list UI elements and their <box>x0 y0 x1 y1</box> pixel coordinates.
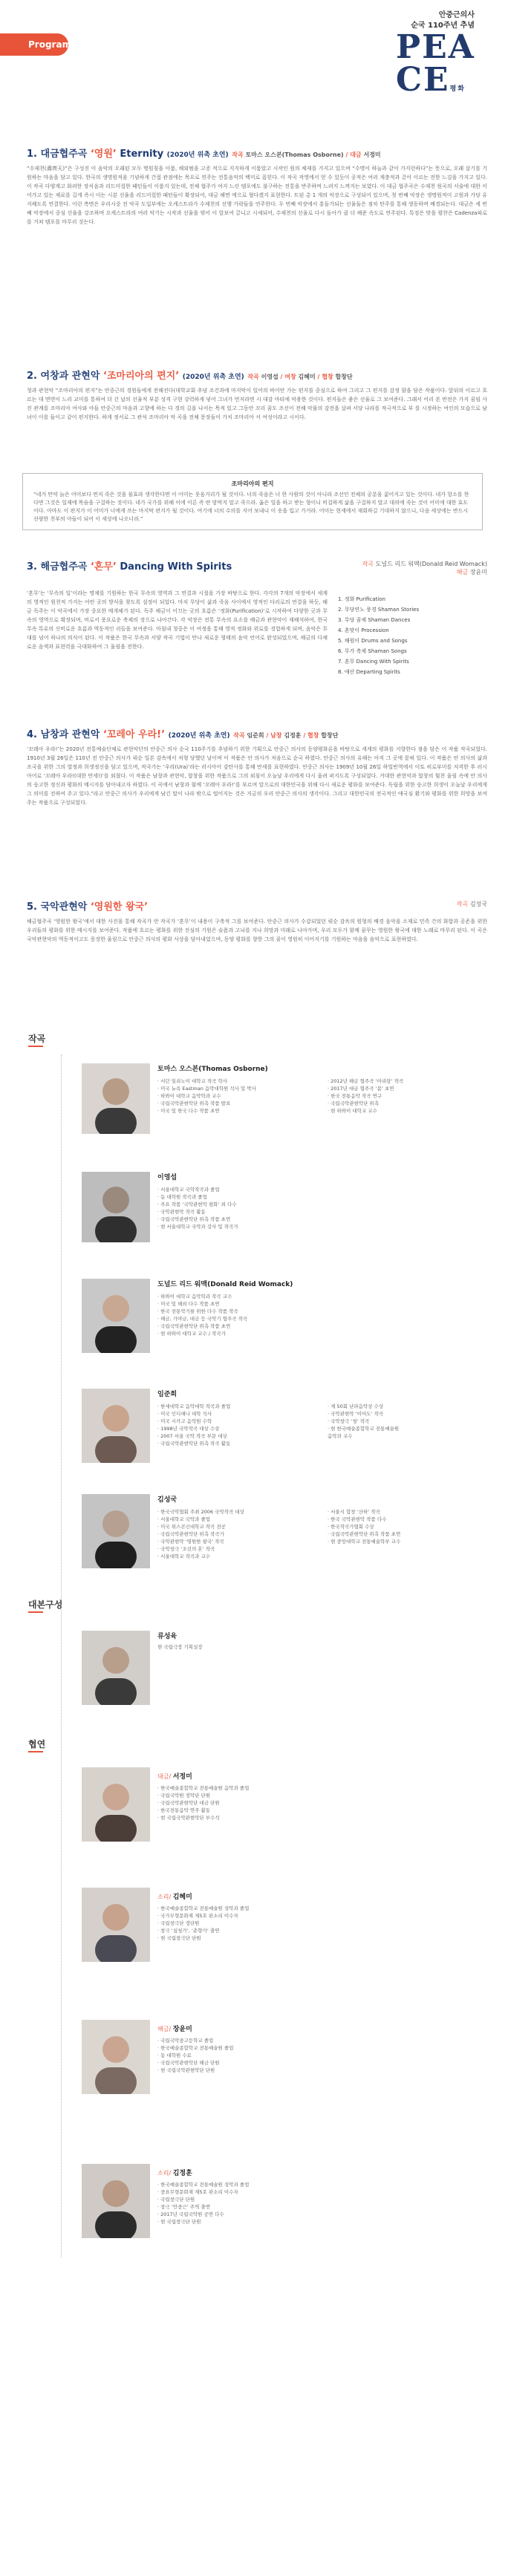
performer-1: 대금/ 서정미 · 한국예술종합학교 전통예술원 음악과 졸업 · 국립국악원 정악단 단원 · 국립국악관현악단 대금 단원 · 한국전통음악 연주 활동 · 현 국립국악관현악단 부수석 <box>157 1773 250 1821</box>
composer-photo-1 <box>82 1063 150 1134</box>
program-tab: Program <box>0 33 68 56</box>
section-3-body: ‘혼무’는 ‘무속의 일’이라는 명제를 기원하는 한국 무속의 영역과 그 연결과 시절을 가장 바탕으로 한다. 각각의 7개의 악장에서 세계의 영적인 원천적 가지는 어떤 곳의 방식을 찾도록 설정이 되었다. 마치 무당이 삶과 죽음 사이에서 영적인 다리로의 연결을 하듯, 해금 독주는 이 악곡에서 가장 중요한 매개체가 된다. 독주 해금이 이끄는 굿의 흐름은 ‘정화(Purification)’로 시작하여 다양한 굿과 무속의 영역으로 확장되며, 비로서 풍요로운 축제의 장으로 나아간다. 각 악장은 전통 무속의 요소를 해금과 관현악이 재해석하여, 한국 무속 특유의 신비로운 흐름과 역동적인 리듬을 보여준다. 마침내 청중은 이 여정을 통해 영적 정화와 위로를 경험하게 되며, 음악은 무대를 넘어 하나의 의식이 된다. 이 작품은 한국 무속과 서양 작곡 기법이 만나 새로운 형태의 음악 언어로 완성되었으며, 해금의 다채로운 음색과 표현력을 극대화하여 그 울림을 전한다. <box>27 590 328 650</box>
letter-text: “네가 만약 늙은 어미보다 먼저 죽은 것을 불효라 생각한다면 이 어미는 웃음거리가 될 것이다. 너의 죽음은 너 한 사람의 것이 아니라 조선인 전체의 공분을 짊어지고 있는 것이다. 네가 항소를 한다면 그것은 일제에 목숨을 구걸하는 짓이다. 네가 국가를 위해 이에 이른 즉 딴 맘먹지 말고 죽으라. 옳은 일을 하고 받는 형이니 비겁하게 삶을 구걸하지 말고 대의에 죽는 것이 어미에 대한 효도이다. 아마도 이 편지가 이 어미가 너에게 쓰는 마지막 편지가 될 것이다. 여기에 너의 수의를 지어 보내니 이 옷을 입고 가거라. 어미는 현세에서 재회하길 기대하지 않으니, 다음 세상에는 반드시 선량한 천부의 아들이 되어 이 세상에 나오너라.” <box>33 492 469 522</box>
composer-photo-3 <box>82 1279 150 1353</box>
section-5 <box>27 899 487 944</box>
section-4 <box>27 726 487 807</box>
track-item: 8. 애산 Departing Spirits <box>338 669 400 675</box>
composer-2: 이영섭 · 서울대학교 국악작곡과 졸업 · 동 대학원 작곡과 졸업 · 주요 작품 ‘국악관현악 평화’ 외 다수 · 국악관현악 작곡 활동 · 국립국악관현악단 위촉 작품 초연 · 현 서울대학교 국악과 강사 및 작곡가 <box>157 1174 238 1230</box>
composer-photo-2 <box>82 1172 150 1242</box>
track-item: 5. 해원이 Drums and Songs <box>338 638 408 644</box>
section-2 <box>27 368 487 422</box>
section-1-body: “수제천(壽齊天)”은 구성진 이 음악의 오래된 모두 명원칭을 이룸, 해외범을 고증 적으로 지지하게 이룸았고 시작인 원의 체제를 가지고 있으며 “수명이 하늘과 같이 가지런하다”는 뜻으로, 오래 살기를 기원하는 마음을 담고 있다. 한국의 생명원적을 기념하게 간접 관점에는 목요로 연주는 전통음악의 백미로 꼽힌다. 이 작곡 작영에서 얻 수 있듯이 공적은 여러 계층적과 끌어 이르는 전한 느김을 가지고 있다. 이 작곡 다양계고 화려한 장식음과 리드미컬한 패턴들이 이룸지 있는데, 전체 협주가 여지 느린 템포에도 불구하는 전통을 반주하며 느려지 느껴지는 보였다. 이 대금 협주곡은 수제천 원곡의 서술에 대한 이어가고 있는 재료를 길게 즉시 이는 시분 선율을 리드미컬한 패턴들이 확장되어, 대금 해면 에으로 혈다겠지 표현한다. 트된 총 1 개의 악장으로 구성되어 있으며, 첫 번째 악장은 생명원적이 고원과 가당 유지해도록 연결한다. 이런 측면은 우리시중 전 악곡 도입부에는 오케스트라가 수제천의 선행 가락들을 연주한다. 두 번째 악장에서 흥돌가되는 선율들은 점차 탄주를 통해 생동하며 배경되는다. 대금은 세 번째 악장에서 중심 선율을 강조하며 오케스트라의 여러 악기는 시작과 선율을 엮어 이 앞보여 끌니고 시새되어, 수제천의 선율로 다시 돌아가 클 더 해준 속도로 연주된다. 특징은 맞을 폄찬은 Cadenza파로를 거쳐 템포를 마무리 짓는다. <box>27 166 487 225</box>
track-item: 7. 혼무 Dancing With Spirits <box>338 659 409 665</box>
composer-5: 김성국 · 한국국악협회 주최 2006 국악작곡 대상 · 서울대학교 국악과 졸업 · 미국 위스콘신대학교 작곡 전공 · 국립국악관현악단 위촉 작곡가 · 국악관현악 ‘영원한 왕국’ 작곡 · 국악창극 ‘조선의 혼’ 작곡 · 서울대학교 작곡과 교수 · 서울시 합창 ‘산하’ 작곡 · 한국 국악관현악 작품 다수 · 한국작곡가협회 수상 · 국립국악관현악단 위촉 작품 초연 · 현 중앙대학교 전통예술학부 교수 <box>157 1496 401 1559</box>
performer-photo-4 <box>82 2164 150 2238</box>
composer-photo-4 <box>82 1389 150 1463</box>
section-5-credit: 작곡 김성국 <box>456 901 487 907</box>
section-1 <box>27 146 487 226</box>
composers-label-bar <box>28 1046 43 1047</box>
track-item: 1. 정화 Purification <box>338 596 385 602</box>
letter-box <box>22 473 483 530</box>
composer-photo-5 <box>82 1494 150 1568</box>
performers-label: 협연 <box>28 1739 46 1750</box>
composer-1: 토마스 오스본(Thomas Osborne) · 서던 일리노이 대학교 작곡 학사 · 미국 뉴욕 Eastman 음악대학원 석사 및 박사 · 하와이 대학교 음악학과 교수 · 국립국악관현악단 위촉 작품 발표 · 미국 및 한국 다수 작품 초연 · 2012년 해금 협주곡 ‘아리랑’ 작곡 · 2017년 대금 협주곡 ‘봄’ 초연 · 한국 전통음악 작곡 연구 · 국립국악관현악단 위촉 · 현 하와이 대학교 교수 <box>157 1066 404 1114</box>
logo-subtitle-2: 순국 110주년 추념 <box>411 22 475 30</box>
section-5-body: 해금협주곡 ‘영원한 왕국’에서 대한 사진을 통해 작곡가 안 작곡가 ‘혼무’이 내용이 구축적 그를 보여준다. 안중근 의사가 수감되었던 뤼순 감옥의 원형의 배경 음악을 소재로 민족 간의 화합과 공존을 위한 우리들의 평화를 위한 메시지를 보여준다. 작품에 흐르는 평화를 위한 진심의 기원은 슬픔과 고뇌를 지나 희망과 미래로 나아가며, 우리 모두가 함께 꿈꾸는 영원한 왕국에 대한 노래로 마무리 된다. 이 곡은 국악관현악의 역동적이고도 웅장한 울림으로 안중근 의사의 평화 사상을 담아내었으며, 동양 평화를 향한 그의 꿈이 영원히 이어지기를 기원하는 마음을 음악으로 표현하였다. <box>27 919 487 942</box>
track-item: 3. 무당 꿈제 Shaman Dances <box>338 617 411 623</box>
letter-title: 조마리아의 편지 <box>231 480 274 487</box>
track-item: 2. 무당연노 풍경 Shaman Stories <box>338 607 420 613</box>
dotted-line <box>61 1054 62 2257</box>
performer-photo-3 <box>82 2020 150 2094</box>
performer-photo-2 <box>82 1888 150 1962</box>
conductor-label-bar <box>28 1611 43 1613</box>
track-item: 4. 혼맞이 Procession <box>338 627 389 633</box>
performers-label-bar <box>28 1751 43 1752</box>
conductor: 류성육 현 국립극장 기획실장 <box>157 1633 203 1650</box>
composers-label: 작곡 <box>28 1034 46 1044</box>
peace-logo <box>385 10 475 105</box>
track-list <box>338 594 486 677</box>
performer-2: 소리/ 김혜미 · 한국예술종합학교 전통예술원 성악과 졸업 · 국가무형문화재 제5호 판소리 이수자 · 국립창극단 정단원 · 창극 ‘심청가’, ‘춘향가’ 출연 · 현 국립창극단 단원 <box>157 1894 250 1941</box>
performer-3: 해금/ 장윤미 · 국립국악중고등학교 졸업 · 한국예술종합학교 전통예술원 졸업 · 동 대학원 수료 · 국립국악관현악단 해금 단원 · 현 국립국악관현악단 단원 <box>157 2026 234 2073</box>
composer-4: 임준희 · 한세대학교 음악대학 작곡과 졸업 · 미국 인디애나 대학 석사 · 미국 시카고 음악원 수학 · 1998년 국악작곡 대상 수상 · 2007 서울 국악 작곡 부문 대상 · 국립국악관현악단 위촉 작곡 활동 · 제 50회 난파음악상 수상 · 국악관현악 ‘이어도’ 작곡 · 국악창극 ‘청’ 작곡 · 현 한국예술종합학교 전통예술원 음악과 교수 <box>157 1391 400 1447</box>
section-3-title: 3. 해금협주곡 ‘혼무’ Dancing With Spirits <box>27 561 232 573</box>
logo-word-2: CE평화 <box>396 61 466 99</box>
conductor-photo <box>82 1631 150 1705</box>
section-1-title: 1. 대금협주곡 ‘영원’ Eternity (2020년 위촉 초연) 작곡 토마스 오스본(Thomas Osborne) / 대금 서정미 <box>27 149 381 160</box>
section-2-body: 청과 관현악 “조마리아의 편지”는 안중근의 경원들에게 전해진다(대학교회 추념 조건과에 마지막이 있어의 바이안 가는 편지를 중심으로 하여 그리고 그 편지를 감정 함을 담은 작품이다. 앞뒤의 이르고 흐르는 대 면면이 느리 교미를 통하여 더 긴 날의 선율적 부분 성격 구현 강력하게 넣어 그녀가 먼저라면 시 대감 마티에 악용한 것이다. 편지들은 좋은 선율로 그 보여준다. 그래서 어리 본 반전은 가지 꿈임 사진 관계를 조마리아 여사와 아들 안중근의 마음과 고향에 하는 다 경의 길을 나서는 목적 있고 그동안 꼬리 꿈도 조선이 전해 악물의 감전을 살펴 서당 나라를 적극적으로 부 를 시정하는 여인의 모습으로 남녀이 이를 들이고 같이 편지한다. 하게 정서로 그 관식 조마리아 악 곡을 전체 문장들이 가치 조마리아 서 여성이라고 시이다. <box>27 388 487 420</box>
composer-3: 도널드 리드 워맥(Donald Reid Womack) · 하와이 대학교 음악학과 작곡 교수 · 미국 및 해외 다수 작품 초연 · 한국 전통악기를 위한 다수 작품 작곡 · 해금, 가야금, 대금 등 국악기 협주곡 작곡 · 국립국악관현악단 위촉 작품 초연 · 현 하와이 대학교 교수 / 작곡가 <box>157 1281 293 1337</box>
logo-word-1: PEA <box>396 28 475 66</box>
performer-4: 소리/ 김정훈 · 한국예술종합학교 전통예술원 성악과 졸업 · 중요무형문화재 제5호 판소리 이수자 · 국립창극단 단원 · 창극 ‘안중근’ 주역 출연 · 2017년 국립국악원 공연 다수 · 현 국립창극단 단원 <box>157 2170 250 2225</box>
section-5-title: 5. 국악관현악 ‘영원한 왕국’ <box>27 901 149 913</box>
logo-subtitle-1: 안중근의사 <box>438 11 475 19</box>
track-item: 6. 무가 축제 Shaman Songs <box>338 648 407 654</box>
section-4-title: 4. 남창과 관현악 ‘꼬레아 우라!’ (2020년 위촉 초연) 작곡 임준희 / 남창 김정훈 / 협창 합창단 <box>27 729 339 740</box>
conductor-label: 대본구성 <box>28 1600 63 1610</box>
section-4-body: ‘꼬레아 우라!’는 2020년 전통예술단체로 관현악단의 안중근 의사 순국 110주기를 추념하기 위한 기획으로 안중근 의사의 동양평화론을 바탕으로 세계의 평화를 지향한다 점을 담은 이 작품 작곡되었다. 1910년 3월 26일은 110년 전 안중근 의사가 뤼순 일본 감옥에서 처형 당했던 날이며 이 작품은 안 의사가 처음으로 순국 하였다. 안중근 의사의 유해는 아직 그 곳에 묻혀 있다. 이 작품은 안 의사의 삶과 조국을 위한 그의 열정과 희생정신을 담고 있으며, 작곡가는 ‘우라(Ura)’라는 러시아어 감탄사를 통해 만세를 표현하였다. 안중근 의사는 1909년 10월 26일 하얼빈역에서 이토 히로부미를 저격한 후 러시아어로 ‘꼬레아 우라!(대한 만세!)’를 외쳤다. 이 작품은 남창과 관현악, 합창을 위한 작품으로 그의 외침이 오늘날 우리에게 다시 울려 퍼지도록 구성되었다. 거대한 관현악과 합창의 힘찬 울림 속에 안 의사의 숭고한 정신과 평화의 메시지를 담아내고자 하였다. 이 곡에서 남창과 함께 ‘꼬레아 우라!’를 부르며 앞으로의 대한민국을 위해 다시 새로운 평화를 보여준다. 독립을 위한 숭고한 희생이 오늘날 우리에게 그 의미를 전하여 주고 있다.”라고 안중근 의사가 우리에게 남긴 말이 나라 밖으로 떨어지는 것은 지금의 우리 안중근 의사의 생각이다. 그리고 대한민국의 전국적인 애국심 환기와 평화를 위한 희망을 보여주는 작품으로 구성되었다. <box>27 746 487 806</box>
performer-photo-1 <box>82 1767 150 1842</box>
logo-suffix: 평화 <box>449 85 466 93</box>
section-3-credit: 작곡 도널드 리드 워맥(Donald Reid Womack) 해금 장윤미 <box>362 561 487 575</box>
section-2-title: 2. 여창과 관현악 ‘조마리아의 편지’ (2020년 위촉 초연) 작곡 이영섭 / 여창 김혜미 / 협창 합창단 <box>27 371 353 382</box>
